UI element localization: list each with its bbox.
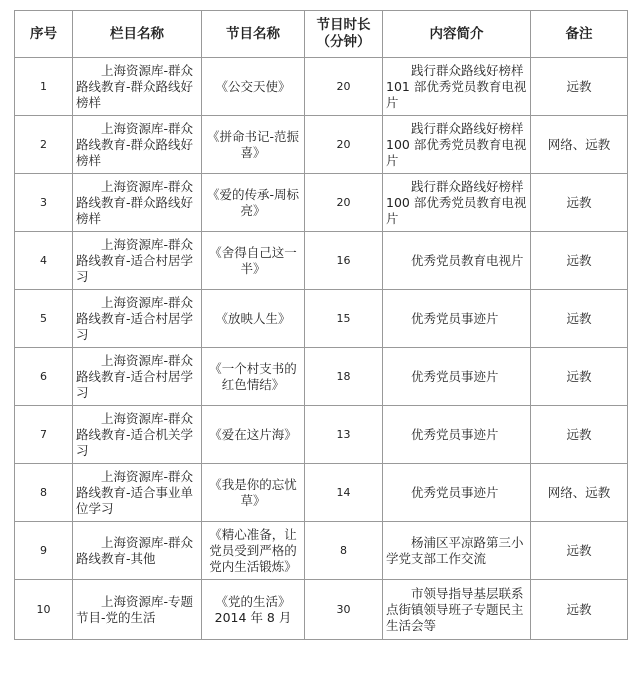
row-summary: 优秀党员事迹片 xyxy=(383,290,531,348)
table-row xyxy=(15,174,628,232)
table-row xyxy=(15,58,628,116)
row-num: 10 xyxy=(15,580,73,640)
row-summary: 践行群众路线好榜样 101 部优秀党员教育电视片 xyxy=(383,58,531,116)
row-num: 7 xyxy=(15,406,73,464)
row-note: 远教 xyxy=(531,348,628,406)
row-program: 《爱在这片海》 xyxy=(202,406,305,464)
row-column: 上海资源库-群众路线教育-适合机关学习 xyxy=(73,406,202,464)
row-note: 远教 xyxy=(531,580,628,640)
row-num: 6 xyxy=(15,348,73,406)
row-num: 2 xyxy=(15,116,73,174)
row-note: 网络、远教 xyxy=(531,116,628,174)
row-num: 9 xyxy=(15,522,73,580)
table-row xyxy=(15,348,628,406)
header-program: 节目名称 xyxy=(202,11,305,58)
row-program: 《党的生活》2014 年 8 月 xyxy=(202,580,305,640)
row-duration: 13 xyxy=(305,406,383,464)
row-column: 上海资源库-群众路线教育-群众路线好榜样 xyxy=(73,58,202,116)
row-num: 3 xyxy=(15,174,73,232)
row-note: 远教 xyxy=(531,522,628,580)
row-summary: 践行群众路线好榜样 100 部优秀党员教育电视片 xyxy=(383,116,531,174)
header-column: 栏目名称 xyxy=(73,11,202,58)
row-summary: 市领导指导基层联系点街镇领导班子专题民主生活会等 xyxy=(383,580,531,640)
row-num: 8 xyxy=(15,464,73,522)
row-duration: 18 xyxy=(305,348,383,406)
header-note: 备注 xyxy=(531,11,628,58)
row-summary: 杨浦区平凉路第三小学党支部工作交流 xyxy=(383,522,531,580)
row-column: 上海资源库-群众路线教育-适合事业单位学习 xyxy=(73,464,202,522)
row-column: 上海资源库-群众路线教育-群众路线好榜样 xyxy=(73,116,202,174)
row-duration: 8 xyxy=(305,522,383,580)
row-note: 远教 xyxy=(531,174,628,232)
row-program: 《精心准备，让党员受到严格的党内生活锻炼》 xyxy=(202,522,305,580)
row-duration: 15 xyxy=(305,290,383,348)
row-note: 远教 xyxy=(531,290,628,348)
row-summary: 优秀党员事迹片 xyxy=(383,348,531,406)
header-duration: 节目时长（分钟） xyxy=(305,11,383,58)
row-program: 《公交天使》 xyxy=(202,58,305,116)
program-table xyxy=(14,10,628,640)
row-duration: 16 xyxy=(305,232,383,290)
row-summary: 践行群众路线好榜样 100 部优秀党员教育电视片 xyxy=(383,174,531,232)
row-column: 上海资源库-群众路线教育-其他 xyxy=(73,522,202,580)
row-program: 《舍得自己这一半》 xyxy=(202,232,305,290)
row-column: 上海资源库-群众路线教育-适合村居学习 xyxy=(73,290,202,348)
row-program: 《放映人生》 xyxy=(202,290,305,348)
table-row xyxy=(15,290,628,348)
row-program: 《拼命书记-范振喜》 xyxy=(202,116,305,174)
row-note: 网络、远教 xyxy=(531,464,628,522)
table-row xyxy=(15,580,628,640)
row-duration: 30 xyxy=(305,580,383,640)
row-column: 上海资源库-群众路线教育-适合村居学习 xyxy=(73,348,202,406)
row-program: 《我是你的忘忧草》 xyxy=(202,464,305,522)
row-note: 远教 xyxy=(531,58,628,116)
row-column: 上海资源库-专题节目-党的生活 xyxy=(73,580,202,640)
row-column: 上海资源库-群众路线教育-群众路线好榜样 xyxy=(73,174,202,232)
row-note: 远教 xyxy=(531,406,628,464)
table-row xyxy=(15,232,628,290)
table-row xyxy=(15,116,628,174)
row-duration: 20 xyxy=(305,116,383,174)
row-summary: 优秀党员事迹片 xyxy=(383,464,531,522)
row-num: 4 xyxy=(15,232,73,290)
row-program: 《一个村支书的红色情结》 xyxy=(202,348,305,406)
row-summary: 优秀党员教育电视片 xyxy=(383,232,531,290)
header-num: 序号 xyxy=(15,11,73,58)
row-num: 5 xyxy=(15,290,73,348)
row-program: 《爱的传承-周标亮》 xyxy=(202,174,305,232)
table-header-row xyxy=(15,11,628,58)
row-duration: 14 xyxy=(305,464,383,522)
row-duration: 20 xyxy=(305,174,383,232)
row-column: 上海资源库-群众路线教育-适合村居学习 xyxy=(73,232,202,290)
header-summary: 内容简介 xyxy=(383,11,531,58)
row-note: 远教 xyxy=(531,232,628,290)
row-summary: 优秀党员事迹片 xyxy=(383,406,531,464)
table-row xyxy=(15,464,628,522)
row-duration: 20 xyxy=(305,58,383,116)
table-row xyxy=(15,406,628,464)
row-num: 1 xyxy=(15,58,73,116)
table-row xyxy=(15,522,628,580)
